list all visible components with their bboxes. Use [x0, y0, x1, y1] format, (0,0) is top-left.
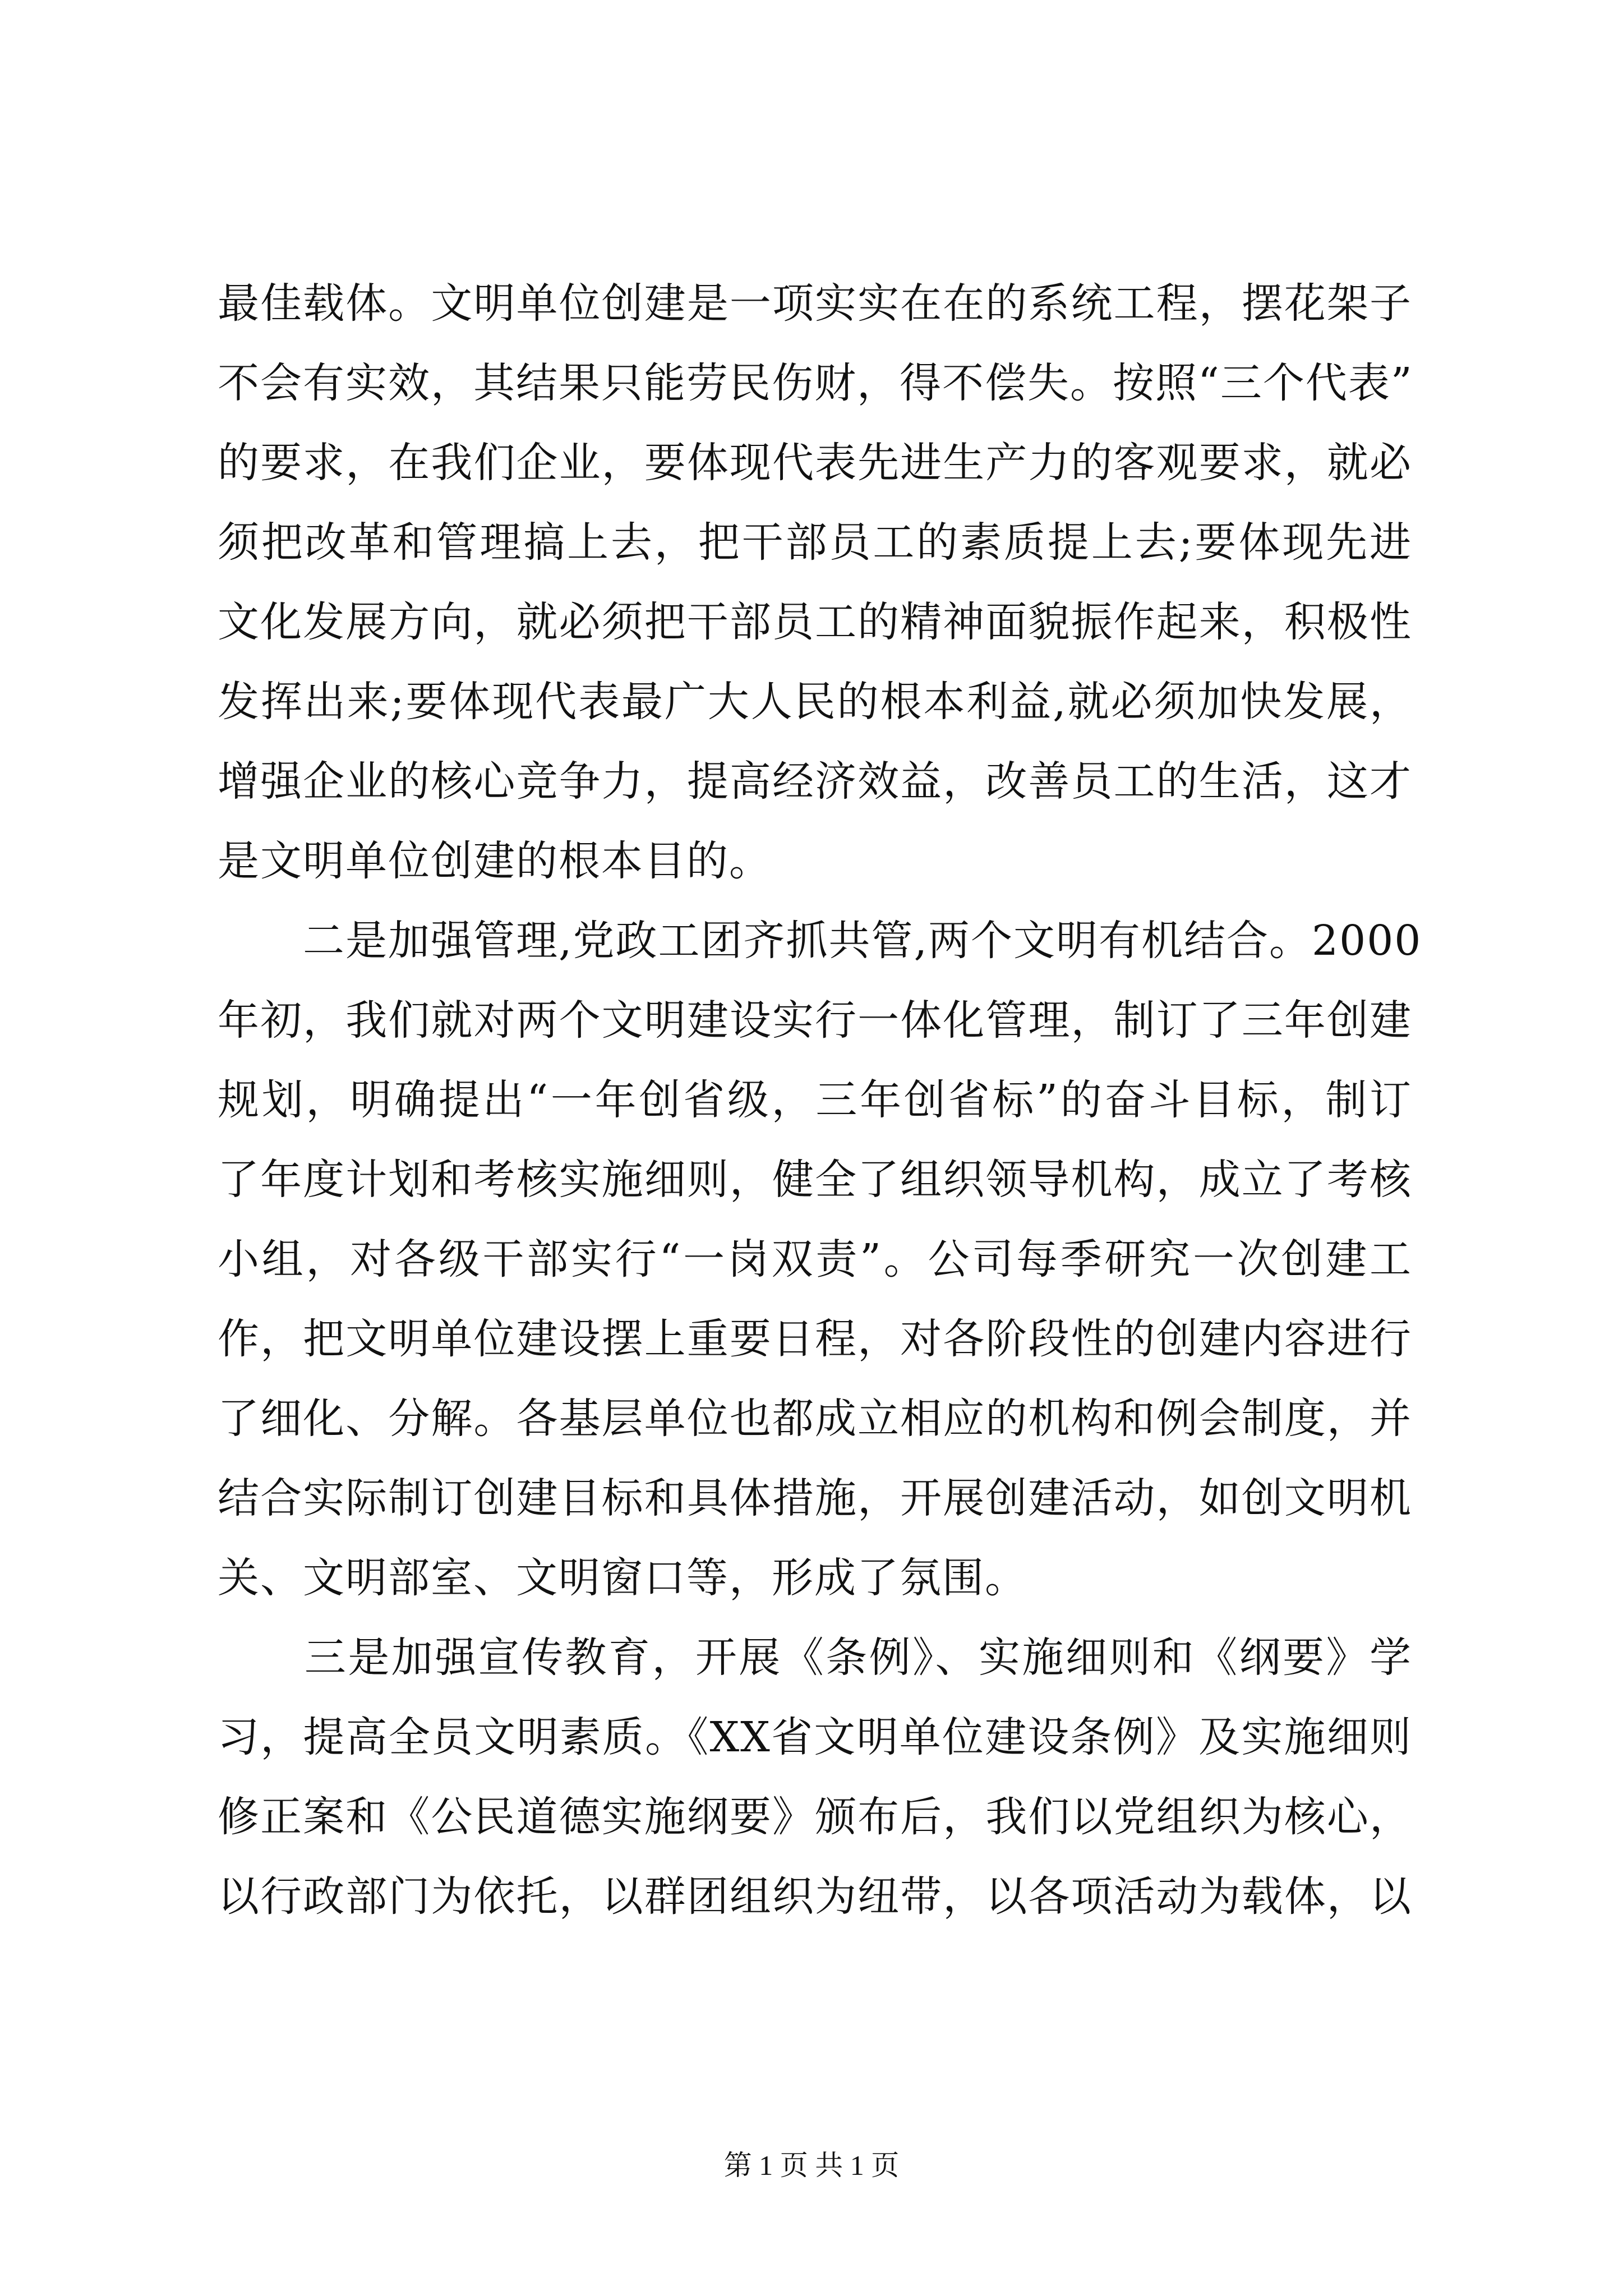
text-line: 以行政部门为依托，以群团组织为纽带，以各项活动为载体，以 — [218, 1872, 1412, 1921]
text-line: 修正案和《公民道德实施纲要》颁布后，我们以党组织为核心， — [218, 1793, 1412, 1841]
text-line: 关、文明部室、文明窗口等，形成了氛围。 — [218, 1554, 1027, 1602]
text-line: 了细化、分解。各基层单位也都成立相应的机构和例会制度，并 — [218, 1395, 1412, 1443]
text-line: 了年度计划和考核实施细则，健全了组织领导机构，成立了考核 — [218, 1156, 1412, 1204]
text-line: 二是加强管理,党政工团齐抓共管,两个文明有机结合。2000 — [218, 917, 1422, 965]
text-line: 作，把文明单位建设摆上重要日程，对各阶段性的创建内容进行 — [218, 1315, 1412, 1363]
page-footer — [0, 2148, 1623, 2182]
text-line: 文化发展方向，就必须把干部员工的精神面貌振作起来，积极性 — [218, 598, 1412, 646]
text-line: 小组，对各级干部实行“一岗双责”。公司每季研究一次创建工 — [218, 1235, 1412, 1283]
text-line: 的要求，在我们企业，要体现代表先进生产力的客观要求，就必 — [218, 439, 1412, 487]
text-line: 规划，明确提出“一年创省级，三年创省标”的奋斗目标，制订 — [218, 1076, 1412, 1124]
text-line: 结合实际制订创建目标和具体措施，开展创建活动，如创文明机 — [218, 1474, 1412, 1522]
text-line: 最佳载体。文明单位创建是一项实实在在的系统工程，摆花架子 — [218, 279, 1412, 328]
text-line: 习，提高全员文明素质。《XX省文明单位建设条例》及实施细则 — [218, 1713, 1412, 1761]
text-line: 年初，我们就对两个文明建设实行一体化管理，制订了三年创建 — [218, 996, 1412, 1045]
text-line: 是文明单位创建的根本目的。 — [218, 837, 772, 885]
text-line: 须把改革和管理搞上去，把干部员工的素质提上去;要体现先进 — [218, 518, 1412, 567]
page-number: 第 1 页 共 1 页 — [723, 2150, 900, 2181]
text-line: 不会有实效，其结果只能劳民伤财，得不偿失。按照“三个代表” — [218, 359, 1413, 407]
document-body — [218, 264, 1422, 1936]
text-line: 三是加强宣传教育，开展《条例》、实施细则和《纲要》学 — [218, 1634, 1412, 1682]
text-line: 发挥出来;要体现代表最广大人民的根本利益,就必须加快发展， — [218, 678, 1412, 726]
text-line: 增强企业的核心竞争力，提高经济效益，改善员工的生活，这才 — [218, 757, 1412, 806]
